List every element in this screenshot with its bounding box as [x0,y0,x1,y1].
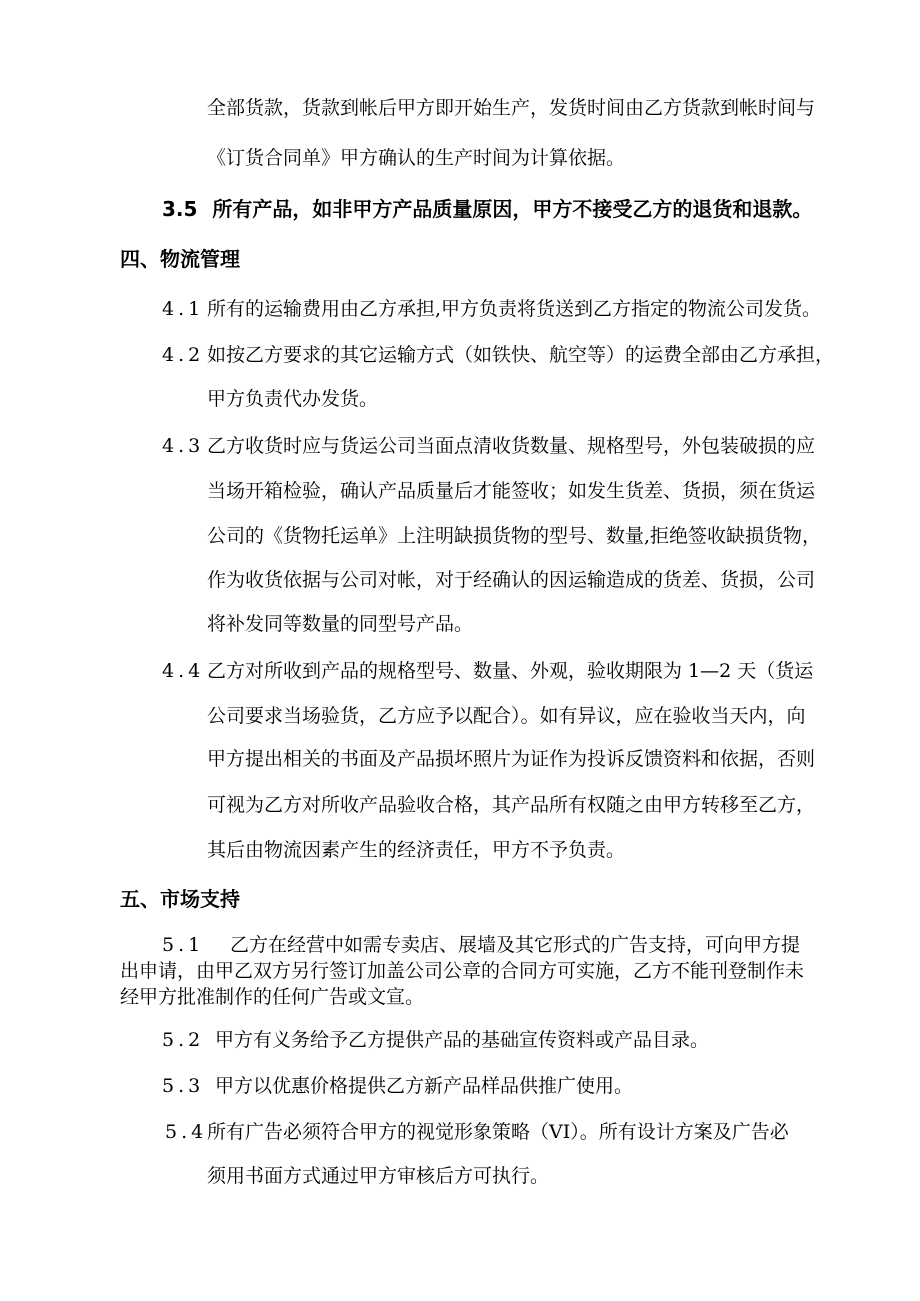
clause-4-4-line-1: 乙方对所收到产品的规格型号、数量、外观，验收期限为 1—2 天（货运 [207,660,814,682]
clause-4-4-line-2: 公司要求当场验货，乙方应予以配合）。如有异议，应在验收当天内，向 [207,705,806,727]
clause-4-1-number: 4.1 [162,298,205,320]
clause-4-4-number: 4.4 [162,660,205,682]
clause-number: 3.5 [162,197,198,221]
clause-4-4-line-5: 其后由物流因素产生的经济责任，甲方不予负责。 [207,839,626,861]
clause-5-3-number: 5.3 [162,1075,205,1097]
clause-4-1-line-1: 所有的运输费用由乙方承担,甲方负责将货送到乙方指定的物流公司发货。 [207,298,822,320]
clause-5-4-number: 5.4 [165,1121,208,1143]
clause-3-5 [162,196,812,222]
clause-4-3-line-3: 公司的《货物托运单》上注明缺损货物的型号、数量,拒绝签收缺损货物， [207,525,822,547]
clause-4-2-number: 4.2 [162,344,205,366]
section-heading-logistics: 四、物流管理 [120,247,240,271]
clause-5-3-line-1: 甲方以优惠价格提供乙方新产品样品供推广使用。 [215,1075,634,1097]
clause-5-2-line-1: 甲方有义务给予乙方提供产品的基础宣传资料或产品目录。 [215,1029,710,1051]
clause-5-4-line-1: 所有广告必须符合甲方的视觉形象策略（VI）。所有设计方案及广告必 [207,1121,789,1143]
clause-4-2-line-2: 甲方负责代办发货。 [207,388,379,410]
clause-4-3-line-4: 作为收货依据与公司对帐，对于经确认的因运输造成的货差、货损，公司 [207,569,816,591]
clause-5-1-line-1: 乙方在经营中如需专卖店、展墙及其它形式的广告支持，可向甲方提 [230,934,801,956]
clause-3-4-line-1: 全部货款，货款到帐后甲方即开始生产，发货时间由乙方货款到帐时间与 [207,97,816,119]
section-heading-market-support: 五、市场支持 [120,887,240,911]
clause-5-2-number: 5.2 [162,1029,205,1051]
clause-4-3-number: 4.3 [162,435,205,457]
clause-4-3-line-2: 当场开箱检验，确认产品质量后才能签收；如发生货差、货损，须在货运 [207,480,816,502]
clause-4-4-line-4: 可视为乙方对所收产品验收合格，其产品所有权随之由甲方转移至乙方， [207,794,816,816]
clause-4-4-line-3: 甲方提出相关的书面及产品损坏照片为证作为投诉反馈资料和依据，否则 [207,748,816,770]
clause-3-4-line-2: 《订货合同单》甲方确认的生产时间为计算依据。 [207,147,626,169]
clause-5-1-number: 5.1 [162,934,205,956]
clause-5-4-line-2: 须用书面方式通过甲方审核后方可执行。 [207,1165,550,1187]
clause-4-3-line-5: 将补发同等数量的同型号产品。 [207,613,474,635]
clause-5-1-line-3: 经甲方批准制作的任何广告或文宣。 [120,986,425,1008]
clause-text: 所有产品，如非甲方产品质量原因，甲方不接受乙方的退货和退款。 [212,197,813,221]
clause-4-2-line-1: 如按乙方要求的其它运输方式（如铁快、航空等）的运费全部由乙方承担， [207,344,835,366]
clause-4-3-line-1: 乙方收货时应与货运公司当面点清收货数量、规格型号，外包装破损的应 [207,435,816,457]
clause-5-1-line-2: 出申请，由甲乙双方另行签订加盖公司公章的合同方可实施，乙方不能刊登制作未 [120,960,805,982]
